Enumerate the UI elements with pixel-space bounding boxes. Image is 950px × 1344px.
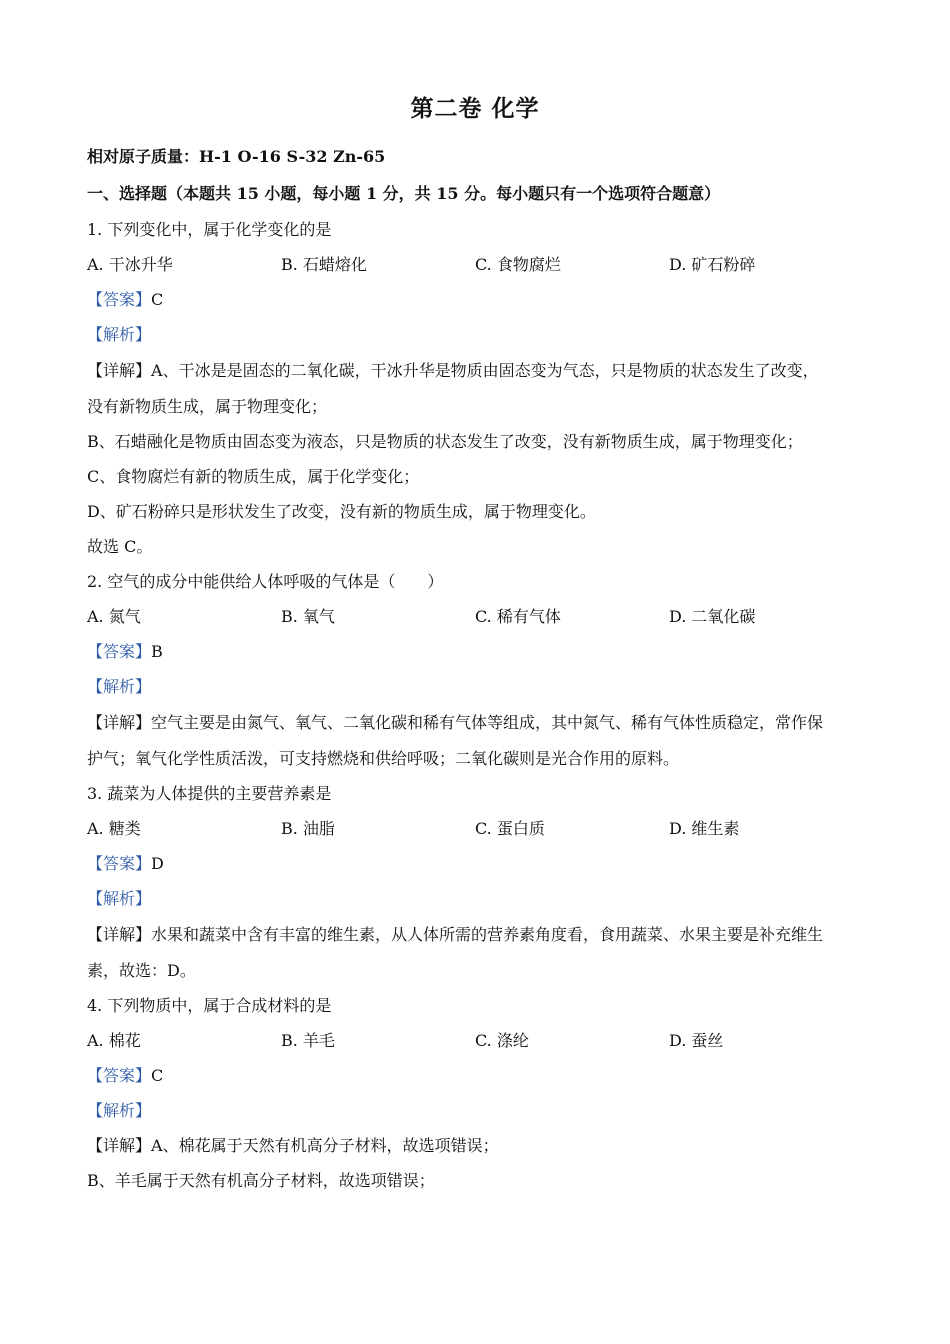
option-b: B. 油脂: [281, 819, 335, 838]
question-2-stem: 2. 空气的成分中能供给人体呼吸的气体是（ ）: [87, 572, 444, 591]
answer-value: D: [151, 854, 164, 873]
question-3-answer: [87, 853, 870, 875]
question-1-analysis-label: [87, 324, 870, 346]
detail-label: 【详解】: [87, 361, 152, 380]
answer-label: 【答案】: [87, 854, 152, 873]
detail-text: 空气主要是由氮气、氧气、二氧化碳和稀有气体等组成，其中氮气、稀有气体性质稳定，常作保: [151, 713, 824, 732]
question-2-answer: [87, 641, 870, 663]
question-2-options: [87, 606, 887, 628]
question-4-stem: 4. 下列物质中，属于合成材料的是: [87, 996, 332, 1015]
question-1-stem: 1. 下列变化中，属于化学变化的是: [87, 220, 332, 239]
question-1-detail-line-2: 没有新物质生成，属于物理变化；: [87, 397, 328, 416]
question-4-options: [87, 1030, 887, 1052]
page-title: 第二卷 化学: [410, 95, 540, 122]
answer-label: 【答案】: [87, 290, 152, 309]
question-1-detail-line-3: B、石蜡融化是物质由固态变为液态，只是物质的状态发生了改变，没有新物质生成，属于物理变化；: [87, 432, 803, 451]
question-3-stem: 3. 蔬菜为人体提供的主要营养素是: [87, 784, 332, 803]
option-b: B. 石蜡熔化: [281, 255, 367, 274]
option-b: B. 氧气: [281, 607, 335, 626]
detail-text: A、干冰是是固态的二氧化碳，干冰升华是物质由固态变为气态，只是物质的状态发生了改变，: [151, 361, 819, 380]
question-1-detail-line-5: D、矿石粉碎只是形状发生了改变，没有新的物质生成，属于物理变化。: [87, 502, 596, 521]
answer-label: 【答案】: [87, 1066, 152, 1085]
question-3-options: [87, 818, 887, 840]
question-3-analysis-label: [87, 888, 870, 910]
answer-value: B: [151, 642, 163, 661]
question-1-detail-line-1: [87, 360, 870, 382]
question-4-answer: [87, 1065, 870, 1087]
section-heading: 一、选择题（本题共 15 小题，每小题 1 分，共 15 分。每小题只有一个选项符合题意）: [87, 184, 721, 203]
question-3-detail-line-1: [87, 924, 870, 946]
option-a: A. 棉花: [87, 1031, 141, 1050]
question-2-detail-line-2: 护气；氧气化学性质活泼，可支持燃烧和供给呼吸；二氧化碳则是光合作用的原料。: [87, 749, 680, 768]
analysis-label: 【解析】: [87, 889, 152, 908]
question-3-detail-line-2: 素，故选：D。: [87, 961, 196, 980]
detail-text: 水果和蔬菜中含有丰富的维生素，从人体所需的营养素角度看，食用蔬菜、水果主要是补充维生: [151, 925, 824, 944]
analysis-label: 【解析】: [87, 677, 152, 696]
question-1-options: [87, 254, 887, 276]
option-c: C. 涤纶: [475, 1031, 529, 1050]
question-1-detail-line-4: C、食物腐烂有新的物质生成，属于化学变化；: [87, 467, 420, 486]
detail-text: A、棉花属于天然有机高分子材料，故选项错误；: [151, 1136, 499, 1155]
option-d: D. 二氧化碳: [669, 607, 756, 626]
question-1-detail-line-6: 故选 C。: [87, 537, 153, 556]
question-1-answer: [87, 289, 870, 311]
question-4-analysis-label: [87, 1100, 870, 1122]
option-c: C. 食物腐烂: [475, 255, 561, 274]
question-4-detail-line-1: [87, 1135, 870, 1157]
answer-value: C: [151, 290, 164, 309]
question-2-analysis-label: [87, 676, 870, 698]
option-d: D. 矿石粉碎: [669, 255, 756, 274]
option-c: C. 稀有气体: [475, 607, 561, 626]
answer-value: C: [151, 1066, 164, 1085]
atomic-mass-line: 相对原子质量：H-1 O-16 S-32 Zn-65: [87, 147, 386, 166]
option-d: D. 蚕丝: [669, 1031, 724, 1050]
analysis-label: 【解析】: [87, 325, 152, 344]
detail-label: 【详解】: [87, 713, 152, 732]
option-a: A. 干冰升华: [87, 255, 173, 274]
option-b: B. 羊毛: [281, 1031, 335, 1050]
option-a: A. 糖类: [87, 819, 141, 838]
question-2-detail-line-1: [87, 712, 870, 734]
option-c: C. 蛋白质: [475, 819, 545, 838]
detail-label: 【详解】: [87, 925, 152, 944]
detail-label: 【详解】: [87, 1136, 152, 1155]
option-a: A. 氮气: [87, 607, 141, 626]
answer-label: 【答案】: [87, 642, 152, 661]
option-d: D. 维生素: [669, 819, 740, 838]
question-4-detail-line-2: B、羊毛属于天然有机高分子材料，故选项错误；: [87, 1171, 435, 1190]
analysis-label: 【解析】: [87, 1101, 152, 1120]
